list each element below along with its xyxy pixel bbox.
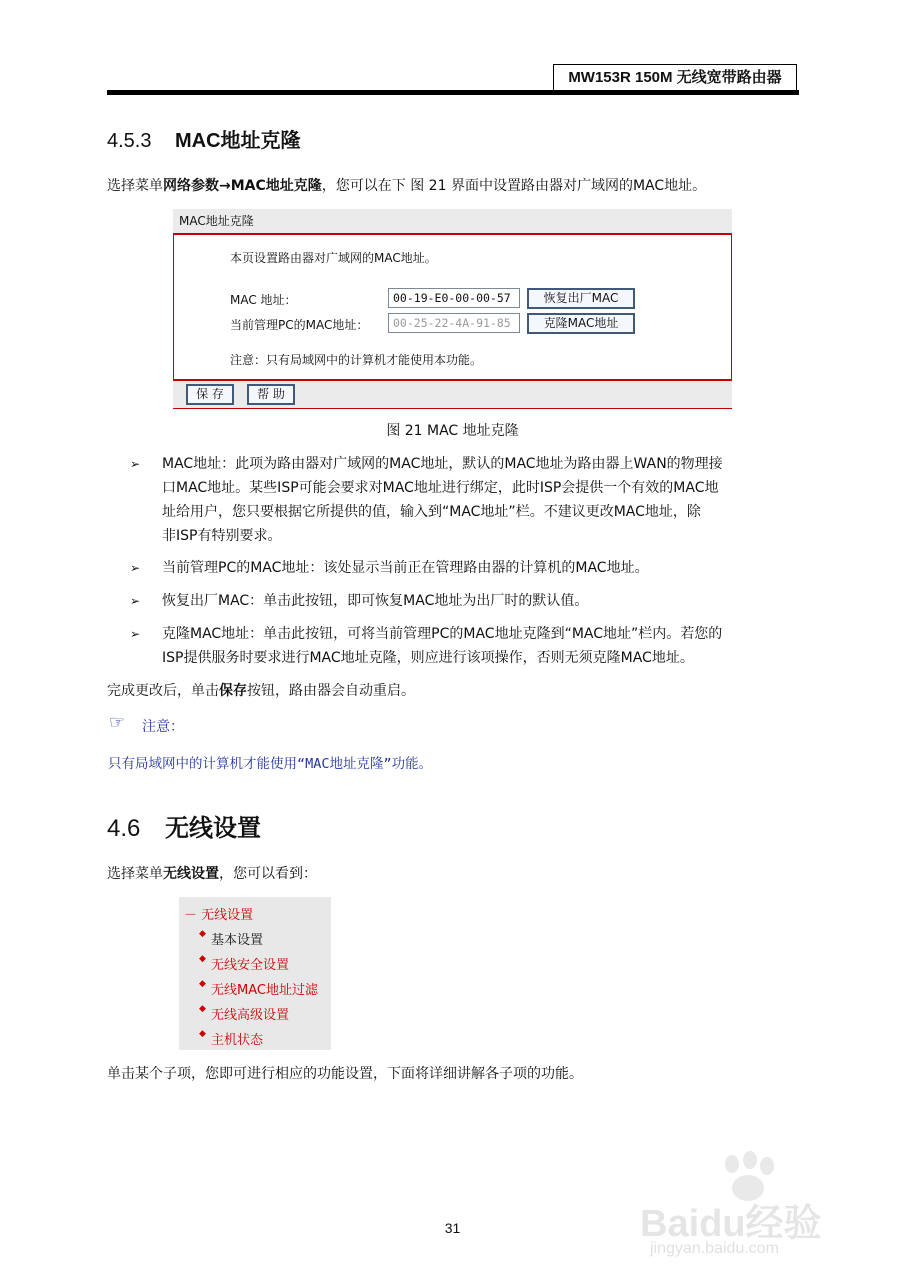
menu-item-host-status[interactable]: 主机状态 bbox=[211, 1033, 264, 1048]
intro-suffix: ，您可以在下 图 21 界面中设置路由器对广域网的MAC地址。 bbox=[321, 178, 707, 194]
note-text: 只有局域网中的计算机才能使用“MAC地址克隆”功能。 bbox=[108, 756, 433, 772]
mac-address-label: MAC 地址： bbox=[230, 293, 297, 307]
after-bold-save: 保存 bbox=[219, 683, 247, 699]
pc-mac-address-field: 00-25-22-4A-91-85 bbox=[388, 313, 520, 333]
menu-bullet-icon: ◆ bbox=[199, 954, 206, 964]
save-button[interactable]: 保 存 bbox=[186, 384, 234, 405]
intro46-menu: 无线设置 bbox=[163, 866, 219, 882]
section-453-number: 4.5.3 bbox=[107, 130, 152, 152]
panel-body bbox=[173, 235, 732, 381]
help-button[interactable]: 帮 助 bbox=[247, 384, 295, 405]
intro46-prefix: 选择菜单 bbox=[107, 866, 163, 882]
figure21-caption: 图 21 MAC 地址克隆 bbox=[386, 423, 519, 439]
after-suffix: 按钮，路由器会自动重启。 bbox=[247, 683, 415, 699]
watermark-url: jingyan.baidu.com bbox=[650, 1240, 779, 1257]
menu-bullet-icon: ◆ bbox=[199, 929, 206, 939]
pointing-hand-icon: ☞ bbox=[109, 712, 126, 733]
bullet-clone-line-2: ISP提供服务时要求进行MAC地址克隆，则应进行该项操作，否则无须克隆MAC地址。 bbox=[162, 650, 694, 666]
menu-bullet-icon: ◆ bbox=[199, 1004, 206, 1014]
note-label: 注意： bbox=[142, 719, 184, 735]
menu-item-advanced-settings[interactable]: 无线高级设置 bbox=[211, 1008, 290, 1023]
header-rule bbox=[107, 90, 799, 95]
section-46-heading bbox=[107, 808, 261, 843]
bullet-arrow-icon: ➢ bbox=[130, 457, 141, 471]
baidu-watermark bbox=[640, 1150, 870, 1260]
panel-footer bbox=[173, 381, 732, 409]
bullet-mac-line-4: 非ISP有特别要求。 bbox=[162, 528, 282, 544]
mac-address-input[interactable]: 00-19-E0-00-00-57 bbox=[388, 288, 520, 308]
after-prefix: 完成更改后，单击 bbox=[107, 683, 219, 699]
mac-clone-panel bbox=[173, 209, 732, 409]
bullet-clone-line-1: 克隆MAC地址：单击此按钮，可将当前管理PC的MAC地址克隆到“MAC地址”栏内。若您的 bbox=[162, 626, 723, 642]
menu-item-wireless-security[interactable]: 无线安全设置 bbox=[211, 958, 290, 973]
wireless-menu bbox=[179, 897, 331, 1050]
bullet-arrow-icon: ➢ bbox=[130, 627, 141, 641]
bullet-arrow-icon: ➢ bbox=[130, 561, 141, 575]
bullet-mac-line-3: 址给用户，您只要根据它所提供的值，输入到“MAC地址”栏。不建议更改MAC地址，除 bbox=[162, 504, 701, 520]
panel-note: 注意：只有局域网中的计算机才能使用本功能。 bbox=[230, 353, 483, 367]
after-change-text bbox=[107, 681, 415, 701]
intro-prefix: 选择菜单 bbox=[107, 178, 163, 194]
bullet-mac-line-2: 口MAC地址。某些ISP可能会要求对MAC地址进行绑定，此时ISP会提供一个有效的MAC地 bbox=[162, 480, 719, 496]
intro-menu-path: 网络参数→MAC地址克隆 bbox=[163, 178, 322, 194]
page-number: 31 bbox=[444, 1220, 461, 1236]
menu-bullet-icon: ◆ bbox=[199, 1029, 206, 1039]
intro46-suffix: ，您可以看到： bbox=[219, 866, 317, 882]
menu-item-mac-filter[interactable]: 无线MAC地址过滤 bbox=[211, 983, 318, 998]
section-453-heading bbox=[107, 124, 301, 153]
restore-factory-mac-button[interactable]: 恢复出厂MAC bbox=[527, 288, 635, 309]
menu-bullet-icon: ◆ bbox=[199, 979, 206, 989]
section-46-number: 4.6 bbox=[107, 815, 141, 842]
bullet-pc-mac: 当前管理PC的MAC地址：该处显示当前正在管理路由器的计算机的MAC地址。 bbox=[162, 560, 649, 576]
document-header-title: MW153R 150M 无线宽带路由器 bbox=[553, 64, 797, 90]
menu-wireless-settings[interactable]: － 无线设置 bbox=[184, 908, 254, 923]
panel-description: 本页设置路由器对广域网的MAC地址。 bbox=[230, 251, 437, 265]
section-46-title: 无线设置 bbox=[165, 815, 261, 842]
panel-title: MAC地址克隆 bbox=[173, 209, 732, 235]
bullet-restore-mac: 恢复出厂MAC：单击此按钮，即可恢复MAC地址为出厂时的默认值。 bbox=[162, 593, 589, 609]
section-453-title: MAC地址克隆 bbox=[175, 130, 301, 152]
pc-mac-label: 当前管理PC的MAC地址： bbox=[230, 318, 369, 332]
watermark-brand: Baidu经验 bbox=[640, 1203, 822, 1245]
section-46-intro bbox=[107, 864, 317, 884]
clone-mac-button[interactable]: 克隆MAC地址 bbox=[527, 313, 635, 334]
closing-text: 单击某个子项，您即可进行相应的功能设置，下面将详细讲解各子项的功能。 bbox=[107, 1066, 583, 1082]
bullet-arrow-icon: ➢ bbox=[130, 594, 141, 608]
section-453-intro bbox=[107, 176, 706, 196]
menu-item-basic-settings[interactable]: 基本设置 bbox=[211, 933, 264, 948]
bullet-mac-line-1: MAC地址：此项为路由器对广域网的MAC地址，默认的MAC地址为路由器上WAN的物理接 bbox=[162, 456, 723, 472]
